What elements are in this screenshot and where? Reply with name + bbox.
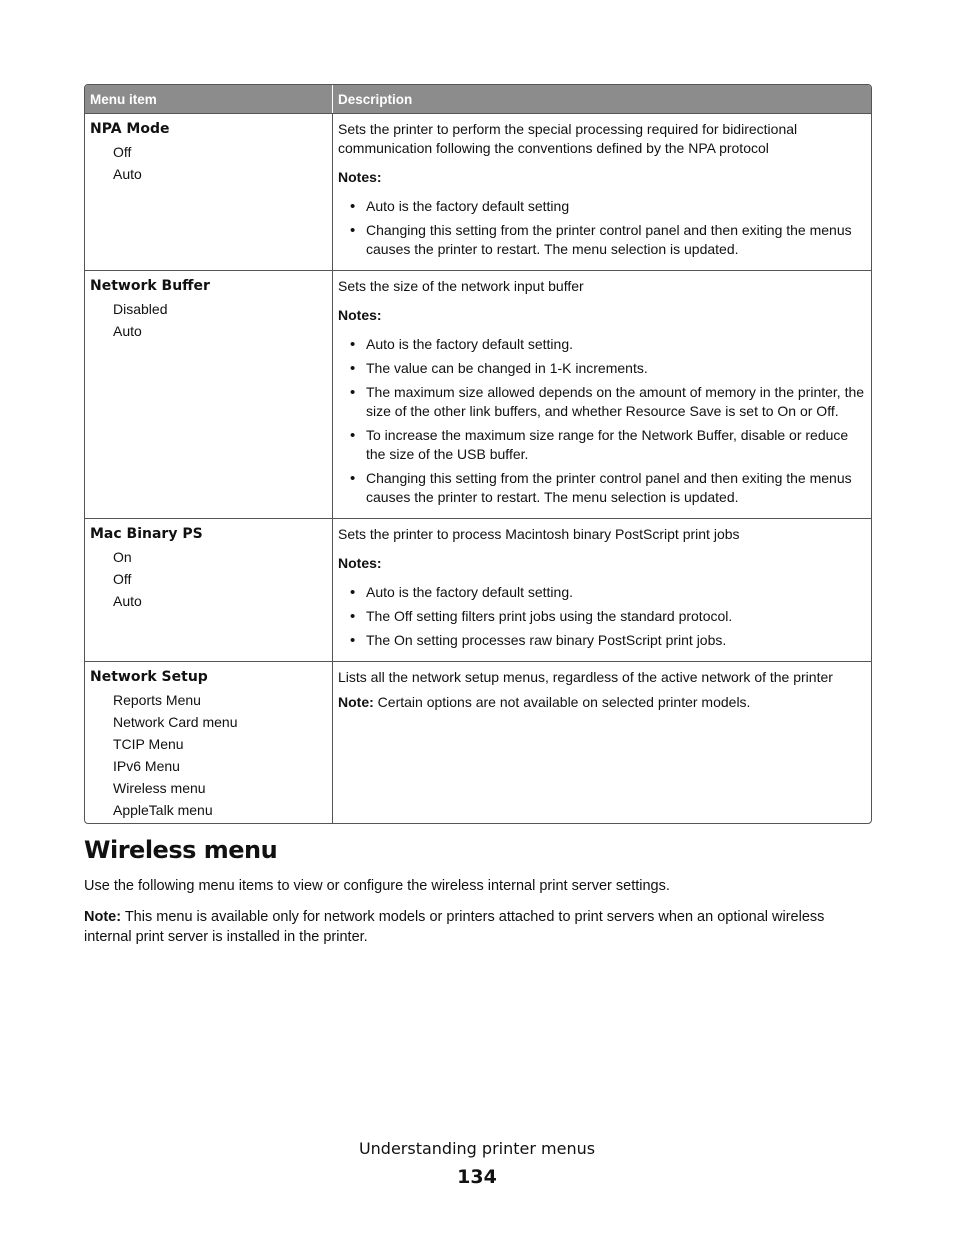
menu-option: Off — [113, 144, 132, 160]
note-item: • The Off setting filters print jobs using the standard protocol. — [338, 607, 867, 626]
notes-list — [338, 583, 867, 650]
menu-option: Wireless menu — [113, 780, 206, 796]
note-item: • The maximum size allowed depends on the amount of memory in the printer, the size of the other link buffers, and whether Resource Save is set to On or Off. — [338, 383, 867, 421]
table-row — [85, 270, 871, 518]
table-row — [85, 113, 871, 270]
menu-option: Auto — [113, 166, 142, 182]
description-cell — [333, 271, 871, 518]
menu-option: Auto — [113, 593, 142, 609]
notes-list — [338, 335, 867, 507]
menu-option: TCIP Menu — [113, 736, 184, 752]
notes-list — [338, 197, 867, 259]
note-item: • Auto is the factory default setting — [338, 197, 867, 216]
notes-label: Notes: — [338, 307, 382, 323]
menu-item-title: NPA Mode — [90, 121, 170, 137]
note-label: Note: — [84, 909, 122, 925]
note-item: • The value can be changed in 1-K increments. — [338, 359, 867, 378]
notes-label: Notes: — [338, 555, 382, 571]
note-line — [338, 693, 867, 712]
header-description: Description — [338, 92, 413, 107]
menu-option: Off — [113, 571, 132, 587]
menu-item-title: Network Buffer — [90, 278, 210, 294]
menu-item-title: Mac Binary PS — [90, 526, 203, 542]
section-intro: Use the following menu items to view or configure the wireless internal print server settings. — [84, 878, 670, 894]
description-cell — [333, 662, 871, 823]
note-label: Note: — [338, 694, 374, 710]
menu-option: Reports Menu — [113, 692, 201, 708]
menu-item-cell — [85, 271, 333, 518]
description-text: Sets the printer to perform the special processing required for bidirectional communication following the conventions defined by the NPA protocol — [338, 121, 798, 156]
page-number: 134 — [457, 1166, 497, 1188]
note-item: • Changing this setting from the printer control panel and then exiting the menus causes the printer to restart. The menu selection is updated. — [338, 469, 867, 507]
notes-label: Notes: — [338, 169, 382, 185]
header-menu-item: Menu item — [85, 85, 333, 113]
description-cell — [333, 114, 871, 270]
note-item: • Auto is the factory default setting. — [338, 583, 867, 602]
section-title: Wireless menu — [84, 836, 278, 864]
table-row — [85, 661, 871, 823]
menu-item-title: Network Setup — [90, 669, 208, 685]
table-row — [85, 518, 871, 661]
note-item: • The On setting processes raw binary PostScript print jobs. — [338, 631, 867, 650]
menu-option: On — [113, 549, 132, 565]
note-item: • Auto is the factory default setting. — [338, 335, 867, 354]
description-text: Lists all the network setup menus, regardless of the active network of the printer — [338, 669, 833, 685]
menu-item-cell — [85, 519, 333, 661]
menu-option: Disabled — [113, 301, 168, 317]
description-text: Sets the size of the network input buffer — [338, 278, 584, 294]
footer-chapter: Understanding printer menus — [358, 1139, 596, 1158]
description-text: Sets the printer to process Macintosh binary PostScript print jobs — [338, 526, 740, 542]
menu-item-cell — [85, 662, 333, 823]
note-text: This menu is available only for network models or printers attached to print servers when an optional wireless internal print server is installed in the printer. — [84, 909, 825, 945]
menu-option: Network Card menu — [113, 714, 238, 730]
note-item: • To increase the maximum size range for the Network Buffer, disable or reduce the size of the USB buffer. — [338, 426, 867, 464]
menu-table — [84, 84, 872, 824]
menu-option: Auto — [113, 323, 142, 339]
menu-item-cell — [85, 114, 333, 270]
description-cell — [333, 519, 871, 661]
table-header — [85, 85, 871, 113]
note-text: Certain options are not available on selected printer models. — [373, 694, 751, 710]
section-note — [84, 907, 874, 947]
menu-option: IPv6 Menu — [113, 758, 180, 774]
menu-option: AppleTalk menu — [113, 802, 213, 818]
note-item: • Changing this setting from the printer control panel and then exiting the menus causes the printer to restart. The menu selection is updated. — [338, 221, 867, 259]
